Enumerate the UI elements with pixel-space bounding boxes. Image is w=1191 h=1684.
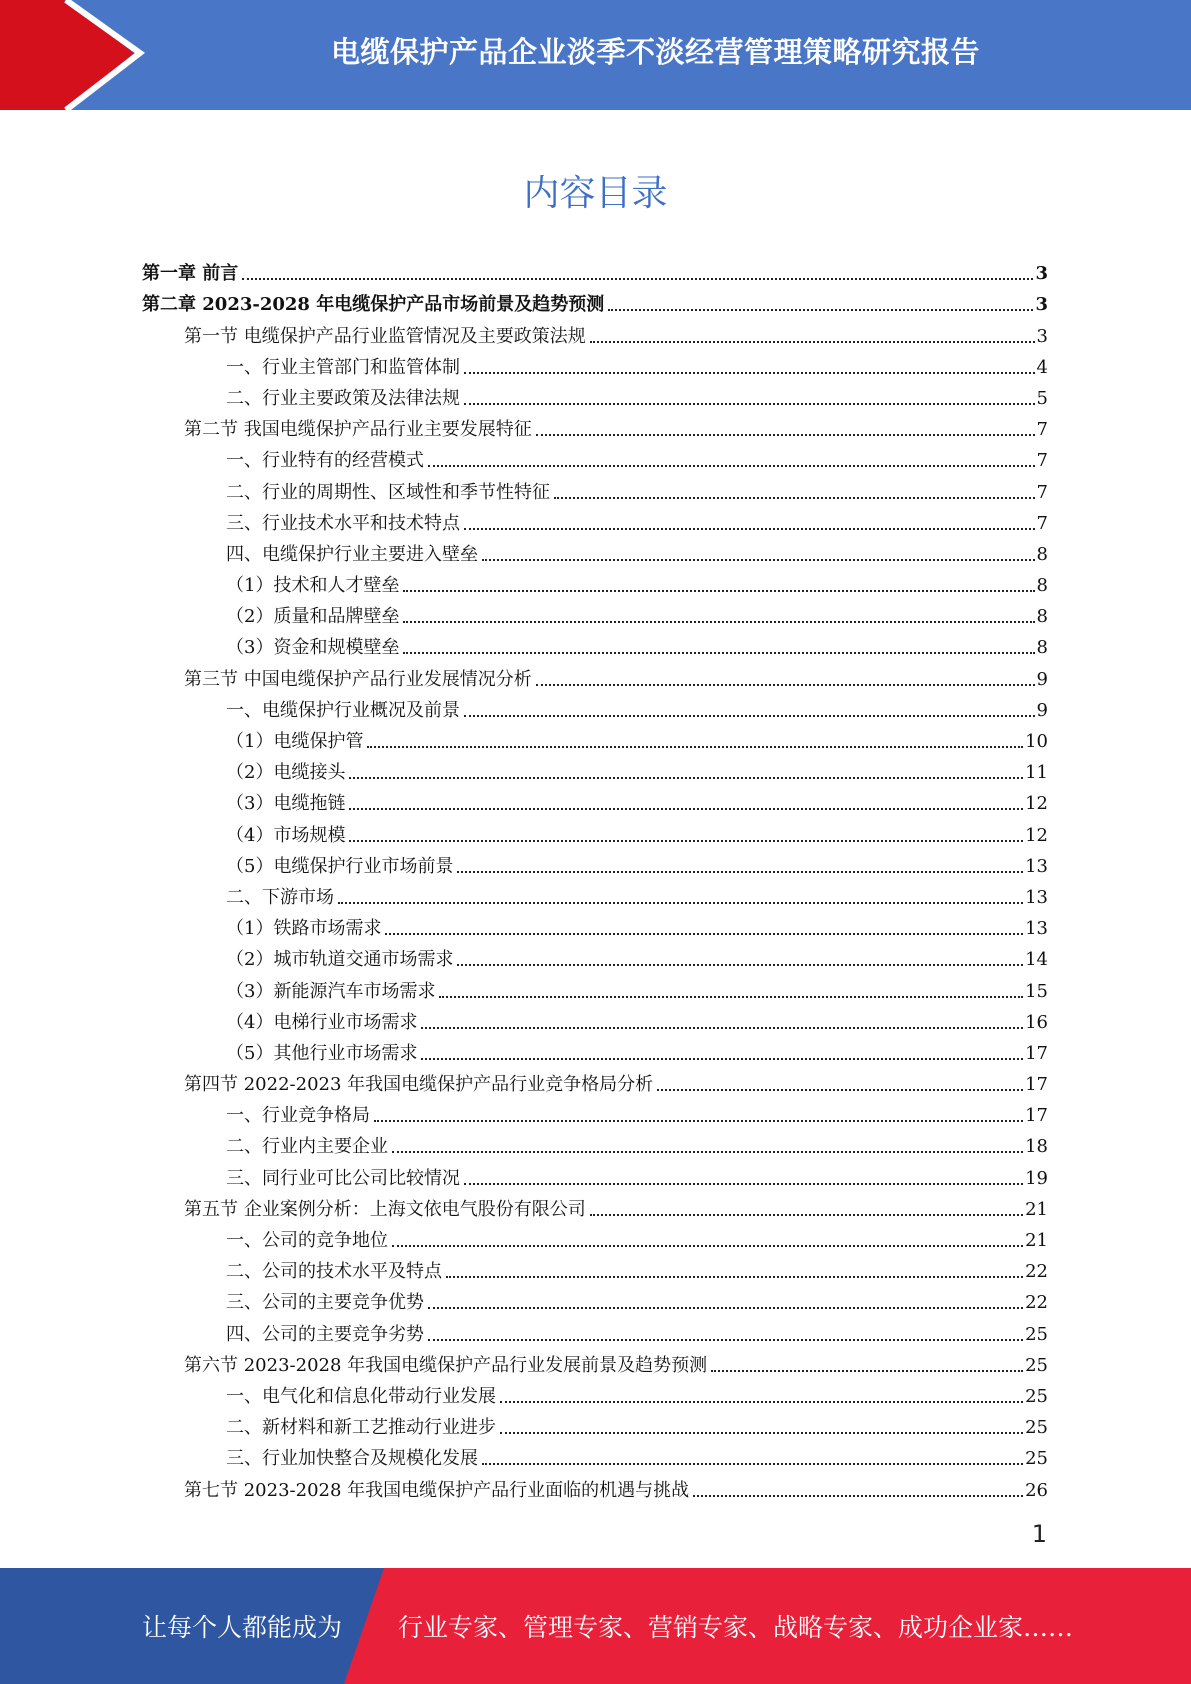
toc-entry-label: 二、行业内主要企业	[226, 1136, 388, 1158]
toc-entry-page: 13	[1025, 855, 1048, 877]
toc-entry-label: 二、行业的周期性、区域性和季节性特征	[226, 481, 550, 503]
toc-entry-label: 二、下游市场	[226, 886, 334, 908]
toc-entry-label: 三、行业技术水平和技术特点	[226, 512, 460, 534]
toc-entry-label: 一、行业主管部门和监管体制	[226, 356, 460, 378]
toc-leader-dots	[403, 590, 1034, 592]
toc-entry[interactable]	[142, 254, 1048, 285]
toc-entry[interactable]	[142, 316, 1048, 347]
toc-entry-label: 四、电缆保护行业主要进入壁垒	[226, 543, 478, 565]
toc-entry-page: 12	[1025, 793, 1048, 815]
toc-entry-label: （5）电缆保护行业市场前景	[226, 855, 454, 877]
toc-entry-page: 25	[1025, 1323, 1048, 1345]
toc-entry-page: 21	[1025, 1198, 1048, 1220]
toc-entry-page: 26	[1025, 1479, 1048, 1501]
toc-leader-dots	[367, 746, 1023, 748]
toc-entry[interactable]	[142, 878, 1048, 909]
toc-entry-page: 5	[1036, 387, 1048, 409]
toc-entry-label: 三、同行业可比公司比较情况	[226, 1167, 460, 1189]
toc-entry-label: 一、电缆保护行业概况及前景	[226, 699, 460, 721]
toc-entry-label: （5）其他行业市场需求	[226, 1042, 418, 1064]
toc-entry-page: 7	[1036, 419, 1048, 441]
toc-leader-dots	[464, 372, 1035, 374]
toc-entry-page: 17	[1025, 1105, 1048, 1127]
toc-entry-page: 9	[1036, 668, 1048, 690]
toc-leader-dots	[428, 1339, 1023, 1341]
toc-leader-dots	[500, 1432, 1023, 1434]
toc-entry-label: （2）电缆接头	[226, 762, 346, 784]
toc-entry-page: 25	[1025, 1417, 1048, 1439]
toc-entry-page: 22	[1025, 1261, 1048, 1283]
toc-leader-dots	[657, 1089, 1023, 1091]
toc-entry[interactable]	[142, 1221, 1048, 1252]
toc-entry[interactable]	[142, 722, 1048, 753]
toc-entry-page: 7	[1036, 512, 1048, 534]
toc-entry-label: 一、公司的竞争地位	[226, 1230, 388, 1251]
toc-entry-label: 一、电气化和信息化带动行业发展	[226, 1385, 496, 1407]
toc-leader-dots	[421, 1058, 1023, 1060]
toc-entry-label: 三、公司的主要竞争优势	[226, 1292, 424, 1314]
toc-leader-dots	[385, 933, 1023, 935]
toc-entry-page: 4	[1036, 356, 1048, 378]
toc-entry-page: 17	[1025, 1074, 1048, 1096]
toc-leader-dots	[464, 715, 1035, 717]
toc-leader-dots	[693, 1495, 1023, 1497]
toc-entry-page: 3	[1036, 325, 1048, 347]
toc-entry-label: 第一节 电缆保护产品行业监管情况及主要政策法规	[184, 325, 586, 347]
toc-entry[interactable]	[142, 1127, 1048, 1158]
toc-leader-dots	[608, 309, 1033, 311]
toc-entry-label: （3）资金和规模壁垒	[226, 637, 400, 659]
toc-entry-label: 第二章 2023-2028 年电缆保护产品市场前景及趋势预测	[142, 294, 605, 316]
toc-entry-label: （1）技术和人才壁垒	[226, 575, 400, 597]
toc-entry-label: 一、行业特有的经营模式	[226, 450, 424, 472]
toc-leader-dots	[403, 621, 1034, 623]
toc-entry[interactable]	[142, 441, 1048, 472]
toc-entry[interactable]	[142, 472, 1048, 503]
toc-entry[interactable]	[142, 628, 1048, 659]
toc-entry[interactable]	[142, 909, 1048, 940]
toc-entry-label: 四、公司的主要竞争劣势	[226, 1323, 424, 1345]
toc-entry[interactable]	[142, 847, 1048, 878]
toc-leader-dots	[482, 559, 1035, 561]
footer-slogan-left: 让每个人都能成为	[142, 1613, 343, 1642]
toc-entry-page: 8	[1036, 606, 1048, 628]
toc-leader-dots	[349, 840, 1023, 842]
toc-leader-dots	[374, 1120, 1023, 1122]
toc-leader-dots	[349, 808, 1023, 810]
toc-entry[interactable]	[142, 410, 1048, 441]
footer-slogan-right: 行业专家、管理专家、营销专家、战略专家、成功企业家……	[398, 1613, 1074, 1642]
toc-leader-dots	[392, 1151, 1023, 1153]
toc-leader-dots	[500, 1401, 1023, 1403]
toc-leader-dots	[403, 652, 1034, 654]
header-band	[0, 0, 1191, 110]
toc-entry-label: 第四节 2022-2023 年我国电缆保护产品行业竞争格局分析	[184, 1074, 654, 1096]
toc-heading: 内容目录	[523, 173, 668, 214]
toc-entry[interactable]	[142, 1470, 1048, 1501]
toc-leader-dots	[536, 684, 1035, 686]
toc-entry-page: 12	[1025, 824, 1048, 846]
toc-entry-page: 11	[1025, 762, 1048, 784]
toc-entry[interactable]	[142, 348, 1048, 379]
toc-leader-dots	[590, 341, 1035, 343]
toc-leader-dots	[392, 1245, 1023, 1247]
toc-entry-page: 13	[1025, 918, 1048, 940]
toc-entry[interactable]	[142, 535, 1048, 566]
toc-entry[interactable]	[142, 1158, 1048, 1189]
toc-leader-dots	[482, 1463, 1023, 1465]
toc-entry-page: 3	[1035, 263, 1048, 285]
toc-entry[interactable]	[142, 784, 1048, 815]
toc-entry[interactable]	[142, 597, 1048, 628]
toc-leader-dots	[439, 996, 1023, 998]
page-number: 1	[1031, 1520, 1047, 1548]
toc-entry[interactable]	[142, 753, 1048, 784]
toc-entry-label: 三、行业加快整合及规模化发展	[226, 1448, 478, 1470]
toc-entry[interactable]	[142, 1252, 1048, 1283]
toc-leader-dots	[464, 403, 1035, 405]
toc-entry[interactable]	[142, 1003, 1048, 1034]
toc-entry[interactable]	[142, 659, 1048, 690]
toc-entry-page: 10	[1025, 731, 1048, 752]
toc-entry-label: 第一章 前言	[142, 263, 239, 285]
toc-leader-dots	[457, 871, 1023, 873]
toc-entry-page: 22	[1025, 1292, 1048, 1314]
toc-entry-page: 15	[1025, 980, 1048, 1002]
toc-leader-dots	[711, 1370, 1023, 1372]
toc-entry-page: 3	[1035, 294, 1048, 316]
toc-entry[interactable]	[142, 285, 1048, 316]
toc-leader-dots	[464, 1183, 1023, 1185]
toc-entry-page: 17	[1025, 1042, 1048, 1064]
toc-entry[interactable]	[142, 971, 1048, 1002]
toc-entry-page: 8	[1036, 543, 1048, 565]
toc-entry-page: 9	[1036, 699, 1048, 721]
toc-entry-label: 二、公司的技术水平及特点	[226, 1261, 442, 1283]
toc-entry[interactable]	[142, 1190, 1048, 1221]
toc-entry[interactable]	[142, 1065, 1048, 1096]
table-of-contents	[142, 254, 1048, 1502]
toc-entry-label: 二、行业主要政策及法律法规	[226, 387, 460, 409]
toc-entry[interactable]	[142, 1377, 1048, 1408]
toc-entry-label: （3）新能源汽车市场需求	[226, 980, 436, 1002]
toc-entry-page: 8	[1036, 575, 1048, 597]
toc-entry[interactable]	[142, 1034, 1048, 1065]
toc-leader-dots	[349, 777, 1023, 779]
toc-entry-label: （4）电梯行业市场需求	[226, 1011, 418, 1033]
toc-entry[interactable]	[142, 1314, 1048, 1345]
toc-entry-page: 14	[1025, 949, 1048, 971]
toc-entry[interactable]	[142, 1283, 1048, 1314]
toc-entry-label: （2）城市轨道交通市场需求	[226, 949, 454, 971]
toc-entry-page: 7	[1036, 450, 1048, 472]
toc-entry-page: 7	[1036, 481, 1048, 503]
toc-entry[interactable]	[142, 1439, 1048, 1470]
toc-leader-dots	[457, 964, 1023, 966]
toc-leader-dots	[428, 465, 1035, 467]
toc-entry[interactable]	[142, 504, 1048, 535]
toc-entry-page: 21	[1025, 1230, 1048, 1251]
toc-entry-page: 13	[1025, 886, 1048, 908]
toc-entry-label: （2）质量和品牌壁垒	[226, 606, 400, 628]
footer-band	[0, 1568, 1191, 1684]
toc-entry-label: 第六节 2023-2028 年我国电缆保护产品行业发展前景及趋势预测	[184, 1354, 708, 1376]
toc-leader-dots	[338, 902, 1023, 904]
toc-leader-dots	[554, 497, 1035, 499]
toc-entry[interactable]	[142, 691, 1048, 722]
toc-entry[interactable]	[142, 1408, 1048, 1439]
toc-entry-label: 第七节 2023-2028 年我国电缆保护产品行业面临的机遇与挑战	[184, 1479, 690, 1501]
toc-entry-page: 18	[1025, 1136, 1048, 1158]
toc-leader-dots	[464, 528, 1035, 530]
toc-leader-dots	[421, 1027, 1023, 1029]
toc-entry[interactable]	[142, 566, 1048, 597]
toc-entry-page: 25	[1025, 1448, 1048, 1470]
toc-entry-page: 25	[1025, 1385, 1048, 1407]
toc-entry-page: 25	[1025, 1354, 1048, 1376]
toc-entry-label: （1）铁路市场需求	[226, 918, 382, 940]
toc-entry[interactable]	[142, 940, 1048, 971]
toc-entry-label: 二、新材料和新工艺推动行业进步	[226, 1417, 496, 1439]
report-title: 电缆保护产品企业淡季不淡经营管理策略研究报告	[330, 34, 980, 69]
toc-entry-page: 8	[1036, 637, 1048, 659]
toc-entry[interactable]	[142, 815, 1048, 846]
toc-entry[interactable]	[142, 379, 1048, 410]
toc-leader-dots	[446, 1276, 1023, 1278]
toc-entry-label: （1）电缆保护管	[226, 731, 364, 752]
toc-entry-label: （3）电缆拖链	[226, 793, 346, 815]
toc-leader-dots	[590, 1214, 1023, 1216]
toc-entry-page: 16	[1025, 1011, 1048, 1033]
toc-entry-label: 第五节 企业案例分析：上海文依电气股份有限公司	[184, 1198, 586, 1220]
toc-leader-dots	[242, 278, 1033, 280]
toc-entry[interactable]	[142, 1346, 1048, 1377]
toc-leader-dots	[536, 434, 1035, 436]
toc-entry-label: 一、行业竞争格局	[226, 1105, 370, 1127]
toc-entry[interactable]	[142, 1096, 1048, 1127]
toc-leader-dots	[428, 1307, 1023, 1309]
toc-entry-label: 第二节 我国电缆保护产品行业主要发展特征	[184, 419, 532, 441]
toc-entry-label: （4）市场规模	[226, 824, 346, 846]
toc-entry-page: 19	[1025, 1167, 1048, 1189]
toc-entry-label: 第三节 中国电缆保护产品行业发展情况分析	[184, 668, 532, 690]
